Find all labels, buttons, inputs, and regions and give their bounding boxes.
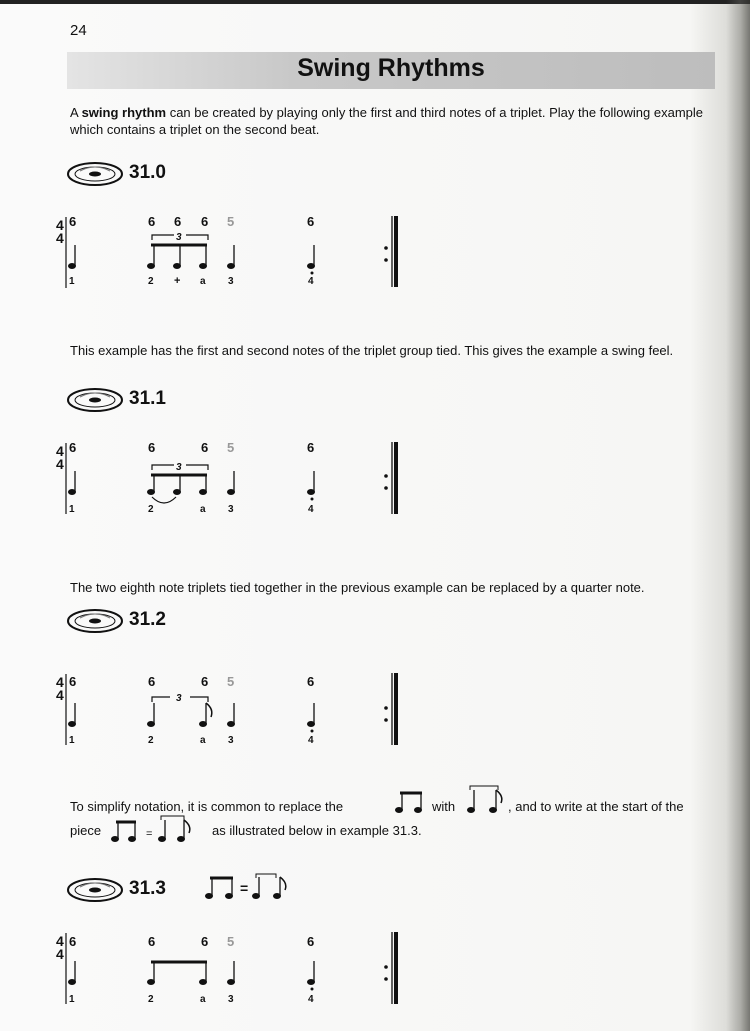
dotted-note [307, 245, 315, 275]
count-label: 3 [228, 994, 234, 1005]
count-label: 3 [228, 735, 234, 746]
svg-text:=: = [146, 828, 153, 840]
time-sig-bottom: 4 [56, 230, 64, 246]
equals-sign: = [240, 880, 249, 896]
page-number: 24 [70, 22, 87, 39]
triplet-label: 3 [176, 462, 182, 473]
intro-text-start: A [70, 105, 82, 120]
dotted-note [307, 961, 315, 991]
beamed-eighth-notes [147, 962, 207, 985]
fret-label: 6 [69, 934, 77, 949]
quarter-note [227, 703, 235, 727]
fret-label: 6 [69, 440, 77, 455]
cd-icon [66, 386, 124, 414]
triplet-label: 3 [176, 232, 182, 243]
example-31-2-notation [56, 673, 396, 746]
quarter-note [68, 961, 76, 985]
fret-label: 5 [227, 934, 235, 949]
triplet-eighth-notes [147, 245, 207, 269]
fret-label: 6 [201, 440, 209, 455]
replace-paragraph: The two eighth note triplets tied together in the previous example can be replaced by a quarter note. [70, 580, 645, 595]
tied-paragraph: This example has the first and second notes of the triplet group tied. This gives the example a swing feel. [70, 343, 674, 358]
count-label: 2 [148, 504, 154, 515]
example-label-31-0: 31.0 [129, 162, 166, 183]
count-label: + [174, 275, 181, 287]
count-label: a [200, 504, 206, 515]
time-sig-top: 4 [56, 674, 64, 690]
page-title: Swing Rhythms [297, 54, 485, 82]
count-label: 4 [308, 994, 314, 1005]
count-label: 2 [148, 994, 154, 1005]
count-label: 3 [228, 276, 234, 287]
count-label: 2 [148, 735, 154, 746]
count-label: a [200, 276, 206, 287]
intro-term: swing rhythm [81, 105, 167, 120]
example-label-31-3: 31.3 [129, 878, 166, 899]
count-label: 4 [308, 504, 314, 515]
quarter-note [147, 703, 155, 727]
simplify-text-5: as illustrated below in example 31.3. [212, 823, 422, 838]
dotted-note [307, 703, 315, 733]
count-label: 3 [228, 504, 234, 515]
quarter-note [227, 471, 235, 495]
time-sig-top: 4 [56, 933, 64, 949]
quarter-note [68, 245, 76, 269]
count-label: 1 [69, 504, 75, 515]
simplify-text-2: with [432, 799, 456, 814]
fret-label: 6 [307, 214, 315, 229]
simplify-text-1: To simplify notation, it is common to replace the [70, 799, 344, 814]
swing-indication [205, 874, 286, 899]
cd-icon [66, 607, 124, 635]
intro-text-rest: can be created by playing only the first and third notes of a triplet. Play the following example which contains a triplet on the second beat. [70, 105, 704, 137]
count-label: 1 [69, 994, 75, 1005]
quarter-note [68, 703, 76, 727]
count-label: 2 [148, 276, 154, 287]
fret-label: 6 [148, 214, 156, 229]
simplify-text-3: , and to write at the start of the [508, 799, 684, 814]
count-label: 4 [308, 276, 314, 287]
time-sig-bottom: 4 [56, 687, 64, 703]
quarter-note [227, 245, 235, 269]
fret-label: 6 [201, 934, 209, 949]
fret-label: 6 [201, 674, 209, 689]
fret-label: 6 [307, 934, 315, 949]
time-sig-bottom: 4 [56, 456, 64, 472]
quarter-note [68, 471, 76, 495]
cd-icon [66, 876, 124, 904]
eighth-note [199, 703, 212, 727]
time-sig-bottom: 4 [56, 946, 64, 962]
example-31-1-notation [56, 440, 396, 515]
fret-label: 6 [69, 674, 77, 689]
dotted-note [307, 471, 315, 501]
example-31-0-notation [56, 214, 396, 288]
time-sig-top: 4 [56, 217, 64, 233]
count-label: 1 [69, 735, 75, 746]
fret-label: 6 [307, 674, 315, 689]
fret-label: 6 [69, 214, 77, 229]
fret-label: 6 [148, 674, 156, 689]
count-label: a [200, 735, 206, 746]
fret-label: 6 [201, 214, 209, 229]
triplet-label: 3 [176, 693, 182, 704]
fret-label: 5 [227, 214, 235, 229]
example-label-31-2: 31.2 [129, 609, 166, 630]
example-label-31-1: 31.1 [129, 388, 166, 409]
fret-label: 5 [227, 440, 235, 455]
fret-label: 6 [174, 214, 182, 229]
count-label: 4 [308, 735, 314, 746]
tied-triplet-notes [147, 475, 207, 503]
fret-label: 5 [227, 674, 235, 689]
fret-label: 6 [148, 934, 156, 949]
count-label: 1 [69, 276, 75, 287]
simplify-text-4: piece [70, 823, 102, 838]
time-sig-top: 4 [56, 443, 64, 459]
fret-label: 6 [148, 440, 156, 455]
count-label: a [200, 994, 206, 1005]
fret-label: 6 [307, 440, 315, 455]
quarter-note [227, 961, 235, 985]
